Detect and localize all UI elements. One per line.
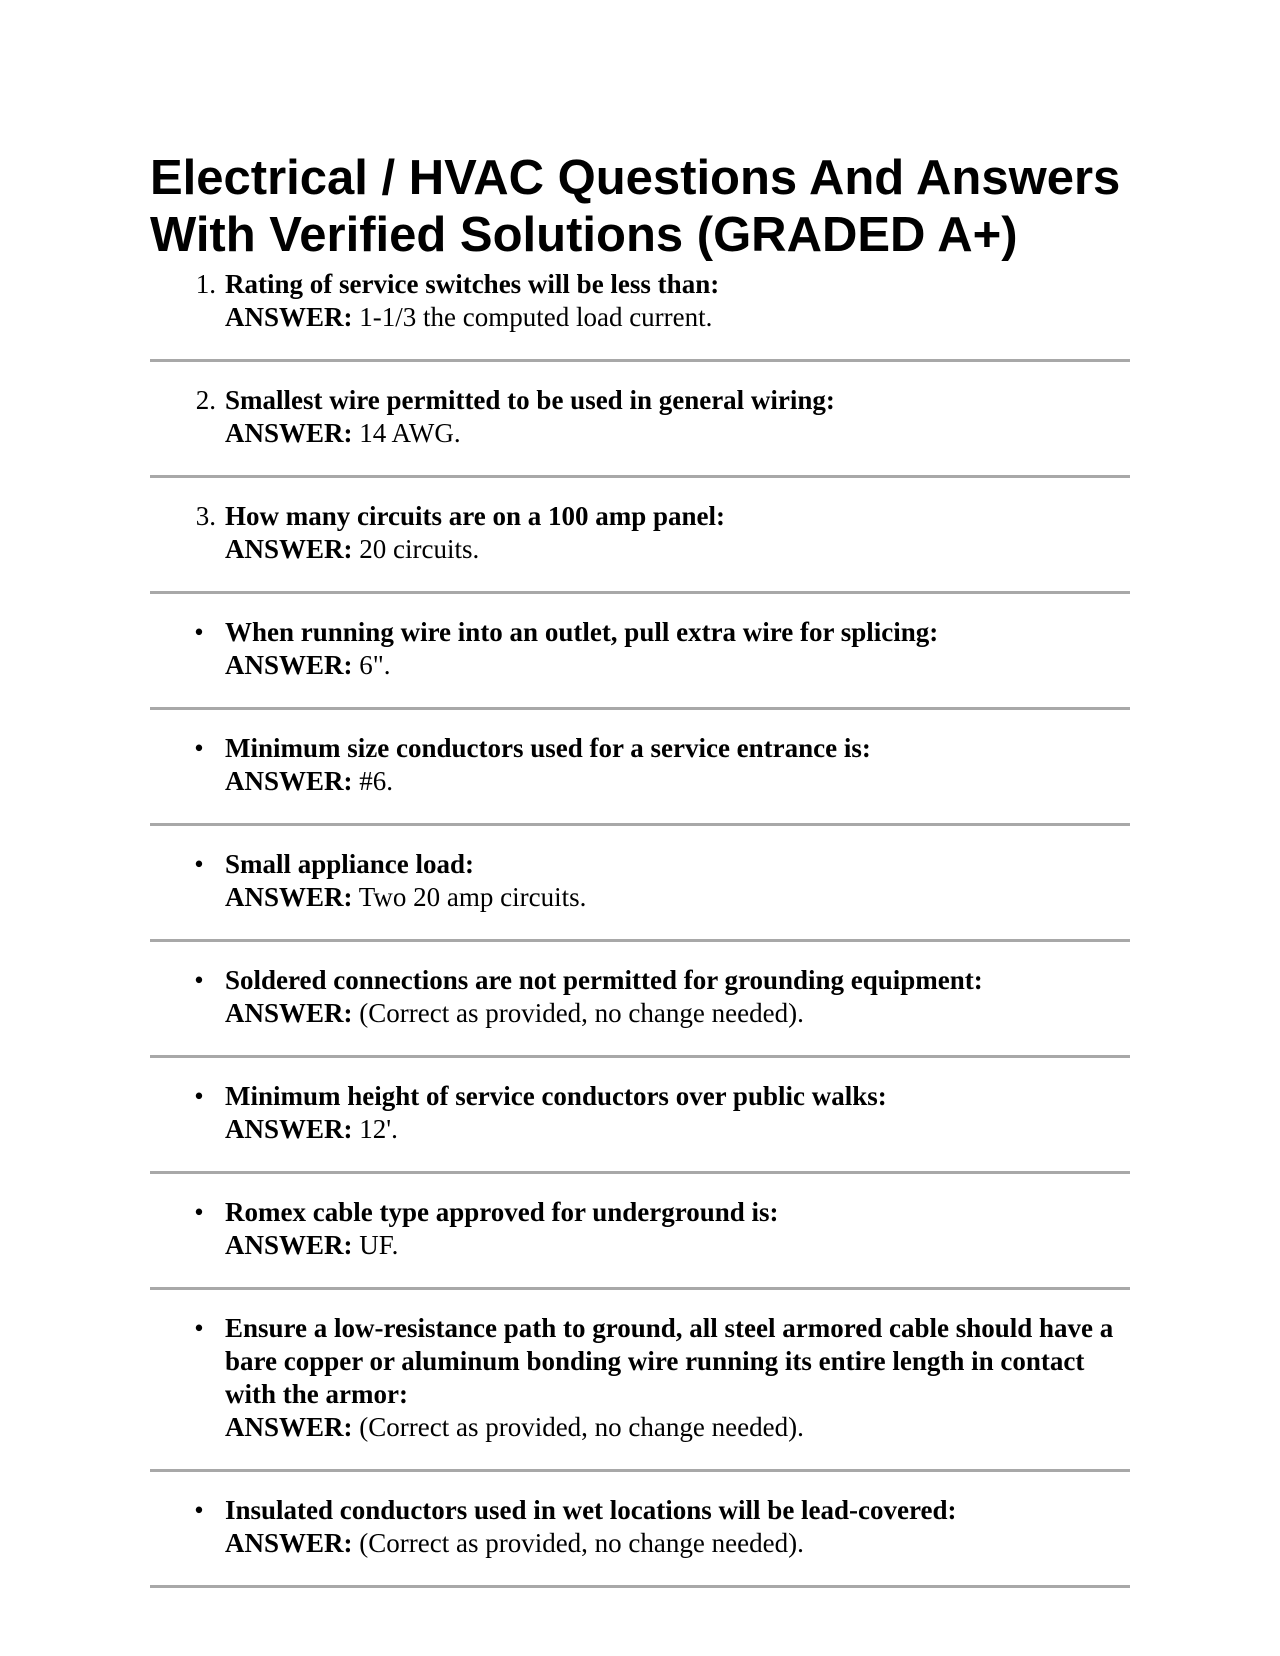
bullet-marker: • [194,1313,204,1343]
answer-text: (Correct as provided, no change needed). [359,998,804,1028]
answer-label: ANSWER: [225,998,353,1028]
list-item [150,732,1130,826]
answer-label: ANSWER: [225,1230,353,1260]
question-text: Insulated conductors used in wet locations will be lead-covered: [225,1495,957,1525]
question-text: How many circuits are on a 100 amp panel: [225,501,726,531]
answer-text: (Correct as provided, no change needed). [359,1528,804,1558]
question-text: Rating of service switches will be less than: [225,269,720,299]
divider [150,1055,1130,1058]
list-number: 1. [195,269,216,299]
list-number: 3. [195,501,216,531]
answer-text: 20 circuits. [359,534,480,564]
answer-line [225,1229,1130,1262]
answer-label: ANSWER: [225,882,353,912]
answer-text: #6. [359,766,394,796]
answer-text: (Correct as provided, no change needed). [359,1412,804,1442]
answer-label: ANSWER: [225,1114,353,1144]
answer-line [225,997,1130,1030]
answer-label: ANSWER: [225,1528,353,1558]
answer-label: ANSWER: [225,418,353,448]
divider [150,1171,1130,1174]
answer-line [225,301,1130,334]
bullet-marker: • [194,849,204,879]
document-title: Electrical / HVAC Questions And Answers With Verified Solutions (GRADED A+) [150,151,1121,262]
list-item [150,964,1130,1058]
question-text: When running wire into an outlet, pull extra wire for splicing: [225,617,939,647]
answer-text: 1-1/3 the computed load current. [359,302,713,332]
bullet-marker: • [194,617,204,647]
answer-label: ANSWER: [225,1412,353,1442]
answer-line [225,765,1130,798]
list-item [150,1080,1130,1174]
answer-line [225,533,1130,566]
answer-label: ANSWER: [225,302,353,332]
answer-label: ANSWER: [225,766,353,796]
question-text: Soldered connections are not permitted for grounding equipment: [225,965,983,995]
answer-text: 14 AWG. [359,418,461,448]
answer-text: 12'. [359,1114,398,1144]
divider [150,939,1130,942]
bullet-marker: • [194,1495,204,1525]
divider [150,823,1130,826]
divider [150,359,1130,362]
question-text: Romex cable type approved for underground is: [225,1197,779,1227]
bullet-marker: • [194,965,204,995]
list-item [150,1494,1130,1588]
answer-line [225,649,1130,682]
list-item [150,616,1130,710]
answer-label: ANSWER: [225,650,353,680]
answer-line [225,1113,1130,1146]
bullet-marker: • [194,733,204,763]
answer-text: Two 20 amp circuits. [358,882,587,912]
question-text: Minimum height of service conductors over public walks: [225,1081,887,1111]
list-item [150,1196,1130,1290]
answer-text: UF. [359,1230,399,1260]
divider [150,475,1130,478]
qa-list [150,268,1130,1588]
question-text: Small appliance load: [225,849,475,879]
document-page [150,150,1130,1610]
list-number: 2. [195,385,216,415]
list-item [150,500,1130,594]
bullet-marker: • [194,1081,204,1111]
answer-line [225,1527,1130,1560]
list-item [150,384,1130,478]
question-text: Minimum size conductors used for a service entrance is: [225,733,871,763]
list-item [150,848,1130,942]
divider [150,1469,1130,1472]
list-item [150,268,1130,362]
answer-text: 6". [359,650,391,680]
list-item [150,1312,1130,1472]
bullet-marker: • [194,1197,204,1227]
question-text: Smallest wire permitted to be used in general wiring: [225,385,835,415]
answer-label: ANSWER: [225,534,353,564]
divider [150,591,1130,594]
answer-line [225,417,1130,450]
question-text: Ensure a low-resistance path to ground, all steel armored cable should have a bare copper or aluminum bonding wire running its entire length in contact with the armor: [225,1313,1114,1409]
divider [150,1585,1130,1588]
answer-line [225,881,1130,914]
divider [150,707,1130,710]
answer-line [225,1411,1130,1444]
divider [150,1287,1130,1290]
